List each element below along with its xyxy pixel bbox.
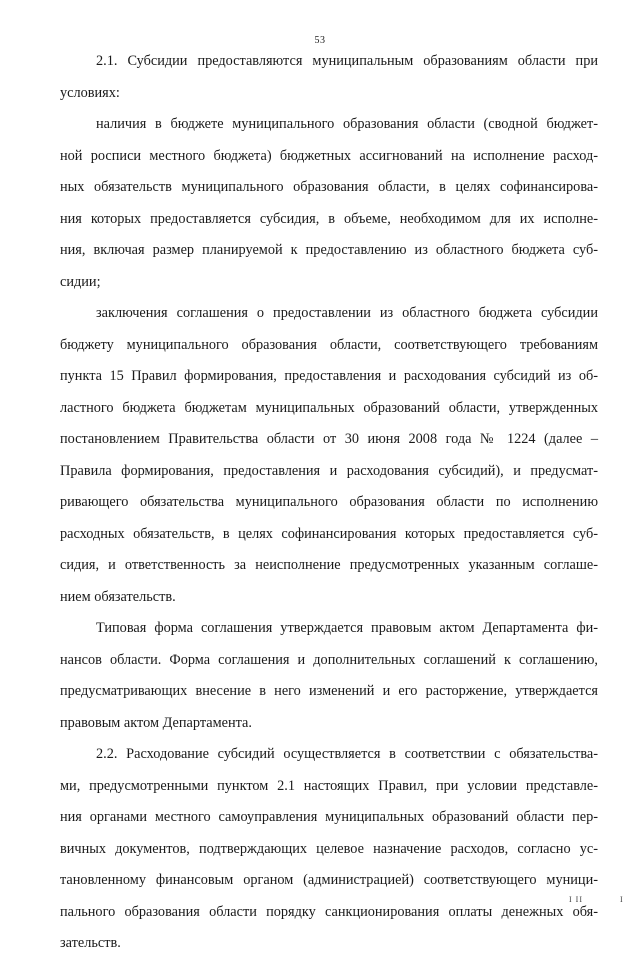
text-line: постановлением Правительства области от 30 июня 2008 года № 1224 (далее –	[60, 431, 598, 447]
text-line: ных обязательств муниципального образования области, в целях софинансирова-	[60, 179, 598, 195]
paragraph	[60, 109, 598, 298]
text-line: ластного бюджета бюджетам муниципальных образований области, утвержденных	[60, 399, 598, 416]
text-line: вичных документов, подтверждающих целевое назначение расходов, согласно ус-	[60, 840, 598, 857]
document-body	[60, 46, 598, 960]
text-line: Типовая форма соглашения утверждается правовым актом Департамента фи-	[96, 620, 598, 636]
text-line: зательств.	[60, 935, 121, 951]
text-line: ния органами местного самоуправления муниципальных образований области пер-	[60, 809, 598, 825]
text-line: ной росписи местного бюджета) бюджетных ассигнований на исполнение расход-	[60, 147, 598, 164]
text-line: Правила формирования, предоставления и расходования субсидий), и предусмат-	[60, 462, 598, 479]
text-line: правовым актом Департамента.	[60, 714, 252, 731]
text-line: пального образования области порядку санкционирования оплаты денежных обя-	[60, 903, 598, 920]
text-line: нансов области. Форма соглашения и дополнительных соглашений к соглашению,	[60, 651, 598, 668]
page-number: 53	[314, 35, 326, 46]
text-line: нием обязательств.	[60, 588, 176, 605]
footer-mark-left: I II	[569, 895, 583, 904]
text-line: расходных обязательств, в целях софинансирования которых предоставляется суб-	[60, 525, 598, 542]
text-line: бюджету муниципального образования области, соответствующего требованиям	[60, 336, 598, 353]
paragraph	[60, 739, 598, 960]
text-line: 2.1. Субсидии предоставляются муниципальным образованиям области при	[96, 53, 598, 69]
text-line: ми, предусмотренными пунктом 2.1 настоящих Правил, при условии представле-	[60, 777, 598, 794]
text-line: наличия в бюджете муниципального образования области (сводной бюджет-	[96, 116, 598, 132]
text-line: 2.2. Расходование субсидий осуществляется в соответствии с обязательства-	[96, 746, 598, 762]
text-line: заключения соглашения о предоставлении из областного бюджета субсидии	[96, 305, 598, 321]
text-line: ния которых предоставляется субсидия, в объеме, необходимом для их исполне-	[60, 210, 598, 227]
text-line: предусматривающих внесение в него изменений и его расторжение, утверждается	[60, 683, 598, 699]
text-line: условиях:	[60, 84, 120, 101]
text-line: сидия, и ответственность за неисполнение предусмотренных указанным соглаше-	[60, 557, 598, 573]
text-line: сидии;	[60, 273, 101, 290]
text-line: ния, включая размер планируемой к предоставлению из областного бюджета суб-	[60, 242, 598, 258]
text-line: ривающего обязательства муниципального образования области по исполнению	[60, 494, 598, 510]
text-line: пункта 15 Правил формирования, предоставления и расходования субсидий из об-	[60, 368, 598, 384]
paragraph	[60, 613, 598, 739]
text-line: тановленному финансовым органом (администрацией) соответствующего муници-	[60, 872, 598, 888]
footer-mark-right: I	[620, 895, 624, 904]
paragraph	[60, 46, 598, 109]
paragraph	[60, 298, 598, 613]
